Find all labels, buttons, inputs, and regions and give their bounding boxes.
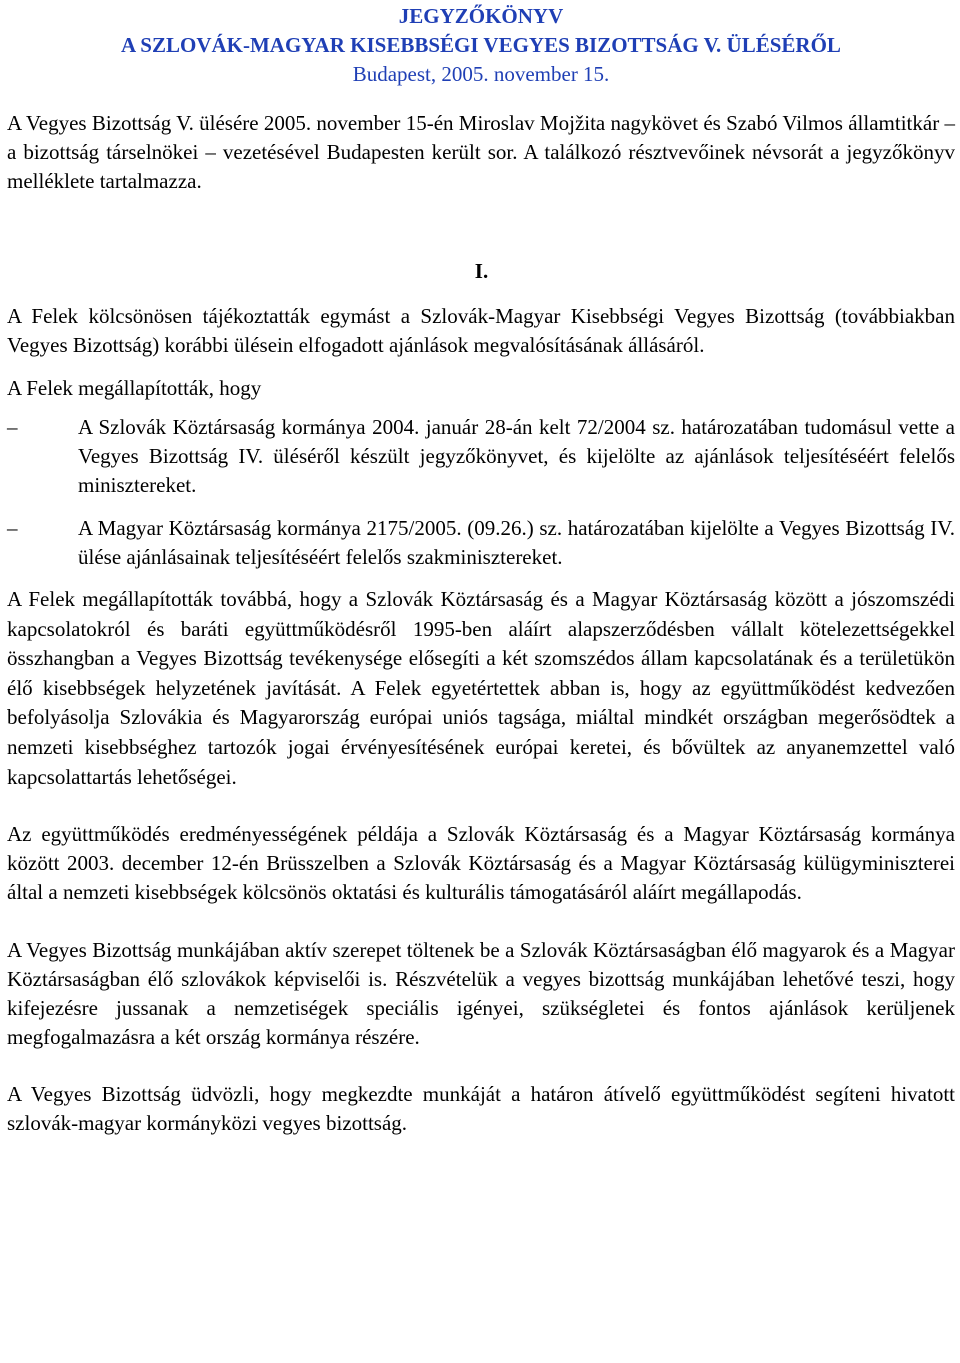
paragraph-crossborder: A Vegyes Bizottság üdvözli, hogy megkezdte munkáját a határon átívelő együttműködést segíteni hivatott szlovák-magyar kormányközi vegyes bizottság.	[7, 1082, 955, 1136]
paragraph-status: A Felek kölcsönösen tájékoztatták egymást a Szlovák-Magyar Kisebbségi Vegyes Bizottság (továbbiakban Vegyes Bizottság) korábbi ülésein elfogadott ajánlások megvalósításának állásáról.	[7, 304, 955, 357]
paragraph-cooperation: A Felek megállapították továbbá, hogy a Szlovák Köztársaság és a Magyar Köztársaság között a jószomszédi kapcsolatokról és baráti együttműködésről 1995-ben aláírt alapszerződésben vállalt kötelezettségekkel összhangban a Vegyes Bizottság tevékenysége elősegíti a két szomszédos állam kapcsolatának és a területükön élő kisebbségek helyzetének javítását. A Felek egyetértettek abban is, hogy az együttműködést kedvezően befolyásolja Szlovákia és Magyarország európai uniós tagsága, miáltal mindkét országban megerősödtek a nemzeti kisebbséghez tartozók jogai érvényesítésének európai keretei, és bővültek az anyanemzettel való kapcsolattartás lehetőségei.	[7, 587, 955, 789]
paragraph-findings-intro: A Felek megállapították, hogy	[7, 376, 262, 400]
paragraph-representatives: A Vegyes Bizottság munkájában aktív szerepet töltenek be a Szlovák Köztársaságban élő magyarok és a Magyar Köztársaságban élő szlovákok képviselői is. Részvételük a vegyes bizottság munkájában lehetővé teszi, hogy kifejezésre jussanak a nemzetiségek speciális igényei, szükségletei és fontos ajánlások kerüljenek megfogalmazásra a két ország kormánya részére.	[7, 938, 955, 1050]
dash-bullet: –	[7, 516, 18, 540]
list-item	[7, 514, 955, 572]
intro-paragraph: A Vegyes Bizottság V. ülésére 2005. november 15-én Miroslav Mojžita nagykövet és Szabó Vilmos államtitkár – a bizottság társelnökei – vezetésével Budapesten került sor. A találkozó résztvevőinek névsorát a jegyzőkönyv melléklete tartalmazza.	[7, 111, 955, 193]
list-item-text: A Szlovák Köztársaság kormánya 2004. január 28-án kelt 72/2004 sz. határozatában tudomásul vette a Vegyes Bizottság IV. üléséről készült jegyzőkönyvet, és kijelölte az ajánlások teljesítéséért felelős minisztereket.	[78, 415, 955, 497]
place-date: Budapest, 2005. november 15.	[352, 62, 610, 86]
paragraph-agreement: Az együttműködés eredményességének példája a Szlovák Köztársaság és a Magyar Köztársaság kormánya között 2003. december 12-én Brüsszelben a Szlovák Köztársaság és a Magyar Köztársaság külügyminiszterei által a nemzeti kisebbségek kölcsönös oktatási és kulturális támogatásáról aláírt megállapodás.	[7, 822, 955, 905]
section-number: I.	[474, 259, 489, 283]
document-title: JEGYZŐKÖNYV	[398, 4, 564, 28]
document-header	[7, 0, 955, 89]
dash-bullet: –	[7, 415, 18, 439]
list-item	[7, 413, 955, 500]
list-item-text: A Magyar Köztársaság kormánya 2175/2005. (09.26.) sz. határozatában kijelölte a Vegyes Bizottság IV. ülése ajánlásainak teljesítéséért felelős szakminisztereket.	[78, 516, 955, 569]
findings-list	[7, 413, 955, 572]
document-subtitle: A SZLOVÁK-MAGYAR KISEBBSÉGI VEGYES BIZOTTSÁG V. ÜLÉSÉRŐL	[121, 33, 841, 57]
